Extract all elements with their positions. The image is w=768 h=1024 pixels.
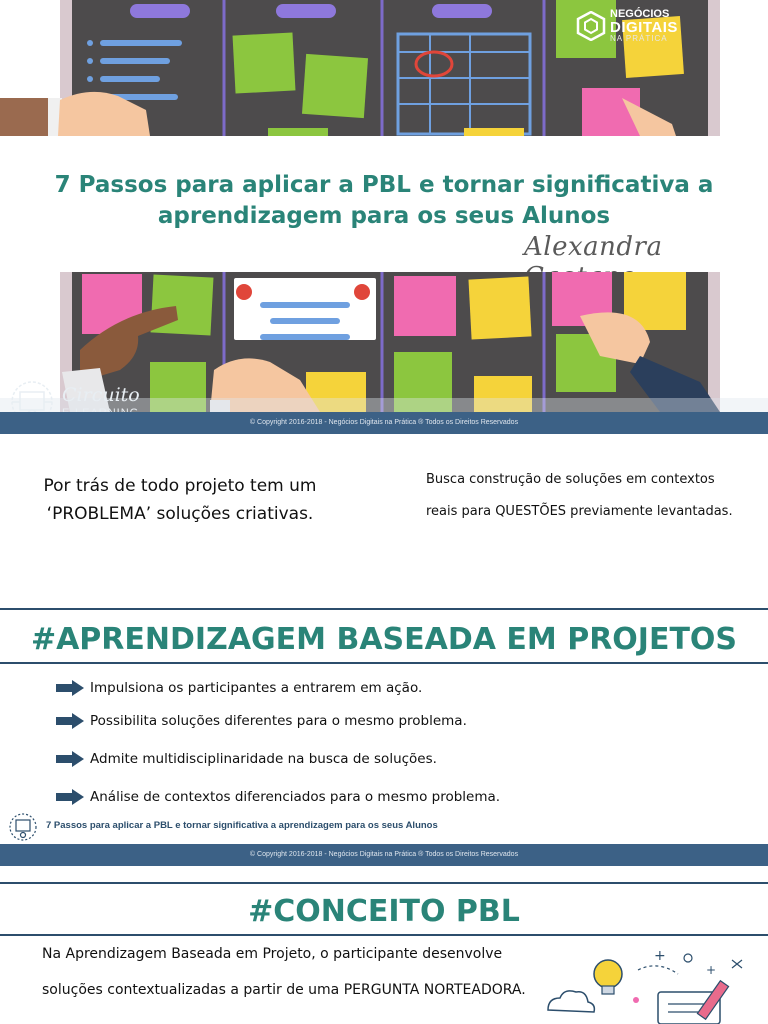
idea-illustration bbox=[538, 940, 768, 1024]
svg-text:+: + bbox=[706, 963, 717, 977]
logo-line2: DIGITAIS bbox=[610, 19, 678, 36]
circuito-small-icon bbox=[8, 812, 38, 842]
hero-image-top bbox=[0, 0, 768, 136]
list-item bbox=[56, 789, 500, 805]
svg-text:+: + bbox=[654, 948, 666, 964]
bullet-text: Admite multidisciplinaridade na busca de soluções. bbox=[90, 751, 437, 767]
copyright-bar-2: © Copyright 2016-2018 - Negócios Digitais na Prática ® Todos os Direitos Reservados bbox=[0, 844, 768, 866]
questions-statement-text: Busca construção de soluções em contextos reais para QUESTÕES previamente levantadas. bbox=[426, 472, 733, 519]
concept-heading: #CONCEITO PBL bbox=[248, 894, 520, 929]
arrow-right-icon bbox=[56, 680, 84, 696]
list-item bbox=[56, 680, 422, 696]
slide-title-line1: 7 Passos para aplicar a PBL e tornar significativa a bbox=[54, 172, 714, 198]
slide-title bbox=[0, 170, 768, 232]
heading-bottom-rule bbox=[0, 662, 768, 664]
arrow-right-icon bbox=[56, 789, 84, 805]
author-signature: Alexandra bbox=[524, 232, 663, 262]
hexagon-logo-icon bbox=[576, 11, 606, 41]
concept-top-rule bbox=[0, 882, 768, 884]
slide-footer-title: 7 Passos para aplicar a PBL e tornar significativa a aprendizagem para os seus Alunos bbox=[46, 820, 438, 831]
bullet-text: Impulsiona os participantes a entrarem em ação. bbox=[90, 680, 423, 696]
list-item bbox=[56, 713, 467, 729]
circuito-logo-name: Circuito bbox=[62, 384, 140, 406]
bullet-text: Possibilita soluções diferentes para o mesmo problema. bbox=[90, 713, 467, 729]
negocios-digitais-logo bbox=[576, 6, 686, 46]
concept-text: Na Aprendizagem Baseada em Projeto, o participante desenvolve soluções contextualizadas a partir de uma PERGUNTA NORTEADORA. bbox=[42, 946, 526, 998]
copyright-bar-1: © Copyright 2016-2018 - Negócios Digitais na Prática ® Todos os Direitos Reservados bbox=[0, 412, 768, 434]
bullet-text: Análise de contextos diferenciados para o mesmo problema. bbox=[90, 789, 501, 805]
slide-title-line2: aprendizagem para os seus Alunos bbox=[157, 203, 611, 229]
problem-statement-text: Por trás de todo projeto tem um ‘PROBLEMA’ soluções criativas. bbox=[43, 476, 317, 524]
arrow-right-icon bbox=[56, 713, 84, 729]
arrow-right-icon bbox=[56, 751, 84, 767]
logo-line3: NA PRÁTICA bbox=[610, 34, 668, 43]
logo-line1: NEGÓCIOS bbox=[610, 8, 670, 20]
pbl-heading: #APRENDIZAGEM BASEADA EM PROJETOS bbox=[30, 622, 738, 657]
heading-top-rule bbox=[0, 608, 768, 610]
list-item bbox=[56, 751, 437, 767]
